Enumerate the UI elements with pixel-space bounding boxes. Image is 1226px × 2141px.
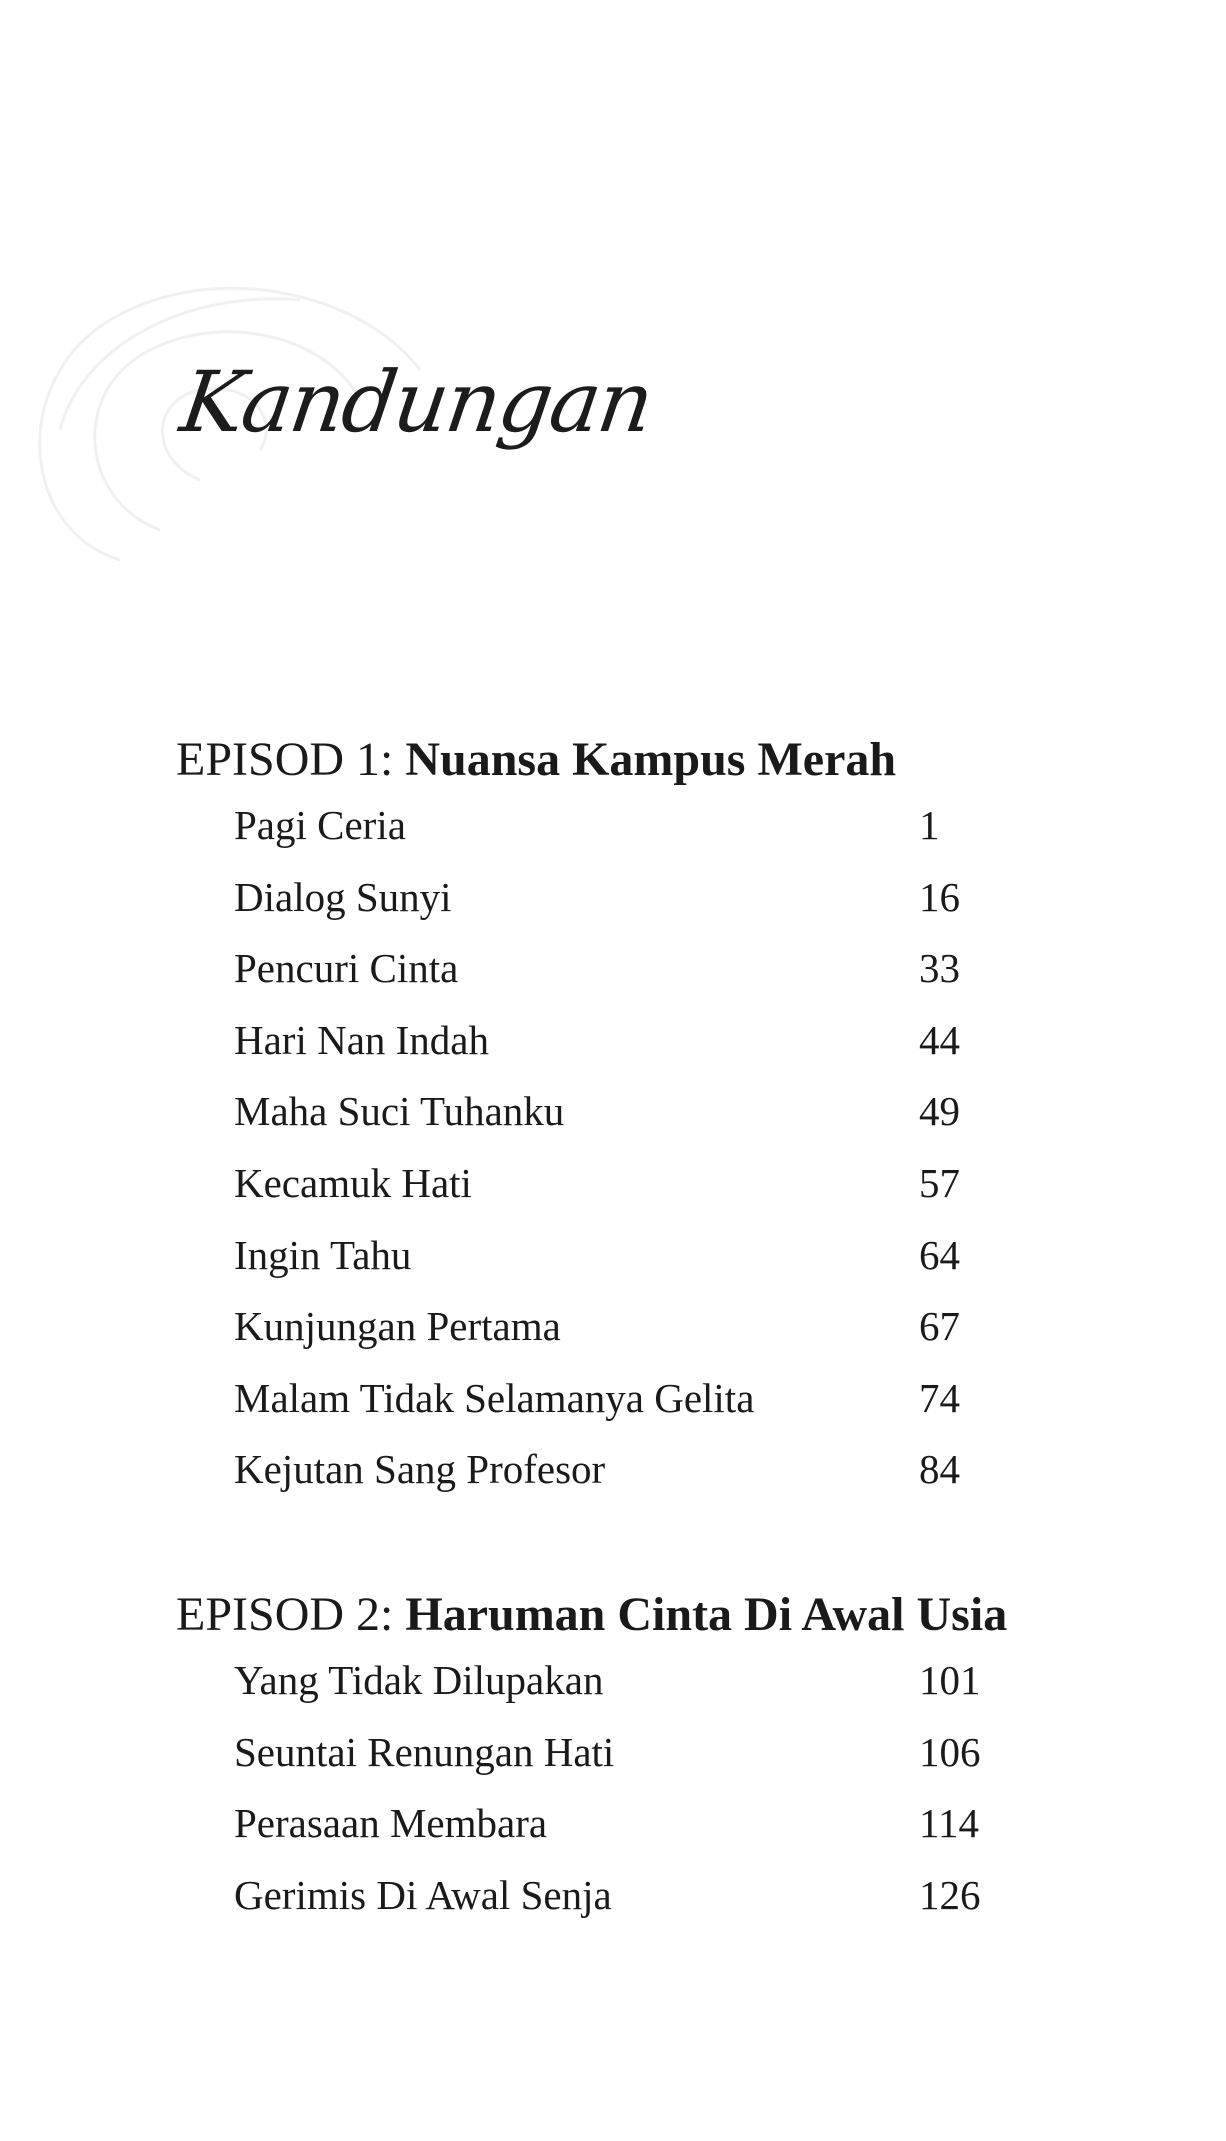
chapter-page-number: 114 bbox=[919, 1800, 979, 1847]
chapter-title: Kunjungan Pertama bbox=[234, 1303, 561, 1350]
chapter-page-number: 126 bbox=[919, 1871, 981, 1918]
episode-title: Nuansa Kampus Merah bbox=[405, 733, 897, 786]
episode-section-1 bbox=[176, 730, 1126, 1506]
chapter-page-number: 84 bbox=[919, 1446, 960, 1493]
chapter-entry[interactable] bbox=[176, 862, 1126, 934]
chapter-title: Kecamuk Hati bbox=[234, 1159, 472, 1206]
chapter-entry[interactable] bbox=[176, 1788, 1126, 1860]
chapter-title: Yang Tidak Dilupakan bbox=[234, 1657, 604, 1703]
chapter-title: Hari Nan Indah bbox=[234, 1016, 490, 1063]
chapter-title: Dialog Sunyi bbox=[234, 873, 452, 920]
chapter-entry[interactable] bbox=[176, 1363, 1126, 1435]
chapter-title: Malam Tidak Selamanya Gelita bbox=[234, 1374, 755, 1421]
chapter-entry[interactable] bbox=[176, 1434, 1126, 1506]
chapter-entry[interactable] bbox=[176, 1291, 1126, 1363]
chapter-page-number: 106 bbox=[919, 1728, 981, 1775]
chapter-page-number: 49 bbox=[919, 1088, 960, 1135]
chapter-entry[interactable] bbox=[176, 933, 1126, 1005]
episode-prefix: EPISOD 1: bbox=[176, 733, 406, 786]
episode-heading bbox=[176, 730, 1126, 790]
chapter-title: Perasaan Membara bbox=[234, 1800, 548, 1847]
chapter-title: Pencuri Cinta bbox=[234, 945, 459, 992]
episode-heading bbox=[176, 1585, 1126, 1645]
chapter-entry[interactable] bbox=[176, 1148, 1126, 1220]
chapter-page-number: 74 bbox=[919, 1374, 960, 1421]
chapter-page-number: 33 bbox=[919, 945, 960, 992]
episode-title: Haruman Cinta Di Awal Usia bbox=[405, 1588, 1008, 1641]
chapter-title: Seuntai Renungan Hati bbox=[234, 1728, 615, 1775]
chapter-title: Ingin Tahu bbox=[234, 1231, 412, 1278]
chapter-page-number: 16 bbox=[919, 873, 960, 920]
page-title: Kandungan bbox=[175, 353, 658, 451]
chapter-page-number: 57 bbox=[919, 1159, 960, 1206]
chapter-page-number: 64 bbox=[919, 1231, 960, 1278]
episode-prefix: EPISOD 2: bbox=[176, 1588, 406, 1641]
chapter-entry[interactable] bbox=[176, 1220, 1126, 1292]
chapter-entry[interactable] bbox=[176, 1005, 1126, 1077]
chapter-title: Kejutan Sang Profesor bbox=[234, 1446, 606, 1493]
chapter-page-number: 67 bbox=[919, 1303, 960, 1350]
chapter-entry[interactable] bbox=[176, 1717, 1126, 1789]
chapter-list bbox=[176, 1645, 1126, 1931]
chapter-page-number: 44 bbox=[919, 1016, 960, 1063]
chapter-title: Maha Suci Tuhanku bbox=[234, 1088, 565, 1135]
chapter-title: Gerimis Di Awal Senja bbox=[234, 1871, 612, 1918]
chapter-title: Pagi Ceria bbox=[234, 802, 406, 848]
chapter-page-number: 1 bbox=[919, 802, 940, 848]
chapter-list bbox=[176, 790, 1126, 1506]
episode-section-2 bbox=[176, 1585, 1126, 1931]
chapter-entry[interactable] bbox=[176, 1645, 1126, 1717]
chapter-entry[interactable] bbox=[176, 790, 1126, 862]
chapter-entry[interactable] bbox=[176, 1076, 1126, 1148]
chapter-entry[interactable] bbox=[176, 1860, 1126, 1932]
chapter-page-number: 101 bbox=[919, 1657, 981, 1703]
